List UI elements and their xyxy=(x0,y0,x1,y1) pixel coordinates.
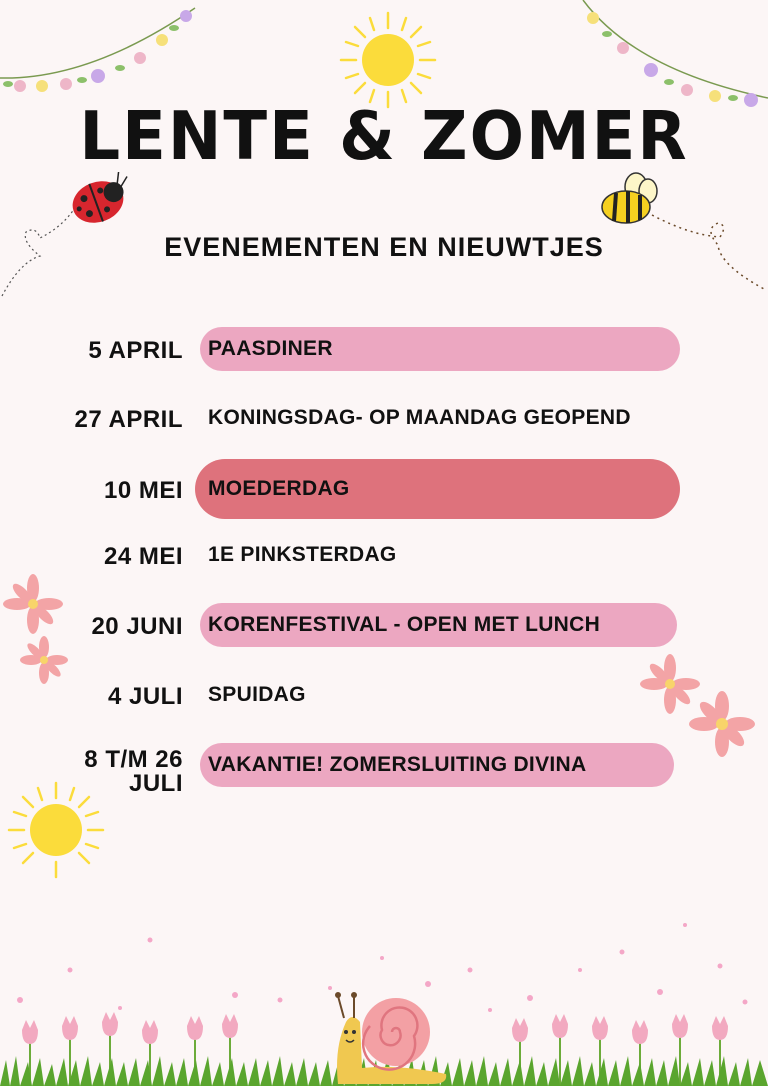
event-row xyxy=(0,327,768,377)
snail-icon xyxy=(328,988,458,1086)
event-date: 4 JULI xyxy=(107,683,183,710)
event-date: 27 APRIL xyxy=(74,406,183,433)
event-label: MOEDERDAG xyxy=(208,477,350,500)
sun-icon xyxy=(338,10,438,110)
event-label: VAKANTIE! ZOMERSLUITING DIVINA xyxy=(208,753,587,776)
event-date: 8 T/M 26 JULI xyxy=(84,746,183,797)
page-subtitle: EVENEMENTEN EN NIEUWTJES xyxy=(164,232,604,262)
event-row xyxy=(0,533,768,583)
event-label: KONINGSDAG- OP MAANDAG GEOPEND xyxy=(208,406,631,429)
event-row xyxy=(0,396,768,446)
event-row xyxy=(0,459,768,509)
sun-icon xyxy=(6,780,106,880)
event-date: 24 MEI xyxy=(103,543,183,570)
event-row xyxy=(0,603,768,653)
event-label: 1E PINKSTERDAG xyxy=(208,543,397,566)
flowers-right-icon xyxy=(636,652,768,762)
event-date: 10 MEI xyxy=(103,477,183,504)
event-label: SPUIDAG xyxy=(208,683,306,706)
page-title: LENTE & ZOMER xyxy=(79,98,689,176)
bunting-right xyxy=(575,0,768,110)
event-label: PAASDINER xyxy=(208,337,333,360)
bee-icon xyxy=(600,165,768,295)
event-date: 5 APRIL xyxy=(88,337,183,364)
event-label: KORENFESTIVAL - OPEN MET LUNCH xyxy=(208,613,601,636)
flowers-left-icon xyxy=(0,570,80,690)
event-date: 20 JUNI xyxy=(91,613,183,640)
bunting-left xyxy=(0,0,210,100)
